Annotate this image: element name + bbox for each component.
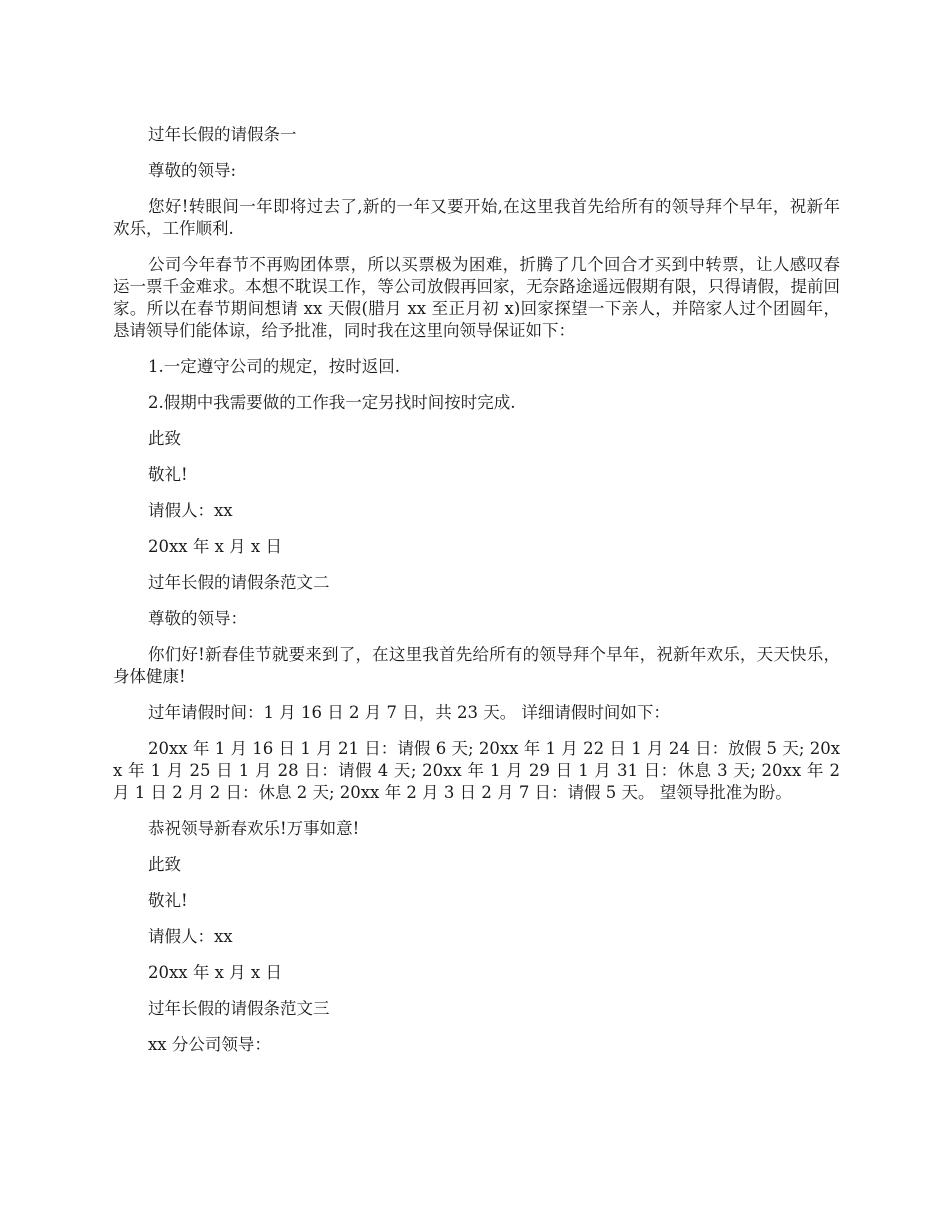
- closing-1: 此致: [148, 429, 181, 448]
- date-1: 20xx 年 x 月 x 日: [148, 537, 282, 556]
- date-2: 20xx 年 x 月 x 日: [148, 963, 282, 982]
- applicant-2: 请假人：xx: [148, 927, 233, 946]
- document-body: [113, 124, 840, 1070]
- salutation-2: 尊敬的领导：: [148, 609, 247, 628]
- salutation-3: xx 分公司领导：: [148, 1035, 271, 1054]
- leave-period-summary: 过年请假时间：1 月 16 日 2 月 7 日，共 23 天。 详细请假时间如下：: [148, 703, 670, 722]
- leave-schedule-details: 20xx 年 1 月 16 日 1 月 21 日：请假 6 天; 20xx 年 1 月 22 日 1 月 24 日：放假 5 天; 20xx 年 1 月 25 日 1 月 28 日：请假 4 天; 20xx 年 1 月 29 日 1 月 31 日：休息 3 天; 20xx 年 2 月 1 日 2 月 2 日：休息 2 天; 20xx 年 2 月 3 日 2 月 7 日：请假 5 天。 望领导批准为盼。: [113, 739, 840, 802]
- applicant-1: 请假人：xx: [148, 501, 233, 520]
- greeting-paragraph-2: 你们好!新春佳节就要来到了，在这里我首先给所有的领导拜个早年，祝新年欢乐，天天快乐，身体健康!: [113, 645, 840, 686]
- section-title-3: 过年长假的请假条范文三: [148, 999, 330, 1018]
- section-title-1: 过年长假的请假条一: [148, 125, 297, 144]
- section-title-2: 过年长假的请假条范文二: [148, 573, 330, 592]
- closing-2: 此致: [148, 855, 181, 874]
- regards-1: 敬礼!: [148, 465, 188, 484]
- wishes-2: 恭祝领导新春欢乐!万事如意!: [148, 819, 360, 838]
- body-paragraph-1: 公司今年春节不再购团体票，所以买票极为困难，折腾了几个回合才买到中转票，让人感叹春运一票千金难求。本想不耽误工作，等公司放假再回家，无奈路途遥远假期有限，只得请假，提前回家。所以在春节期间想请 xx 天假(腊月 xx 至正月初 x)回家探望一下亲人，并陪家人过个团圆年，恳请领导们能体谅，给予批准，同时我在这里向领导保证如下：: [113, 255, 840, 340]
- salutation-1: 尊敬的领导:: [148, 161, 237, 180]
- promise-item-2: 2.假期中我需要做的工作我一定另找时间按时完成.: [148, 393, 516, 412]
- regards-2: 敬礼!: [148, 891, 188, 910]
- greeting-paragraph-1: 您好!转眼间一年即将过去了,新的一年又要开始,在这里我首先给所有的领导拜个早年，祝新年欢乐，工作顺利.: [113, 197, 840, 238]
- promise-item-1: 1.一定遵守公司的规定，按时返回.: [148, 357, 400, 376]
